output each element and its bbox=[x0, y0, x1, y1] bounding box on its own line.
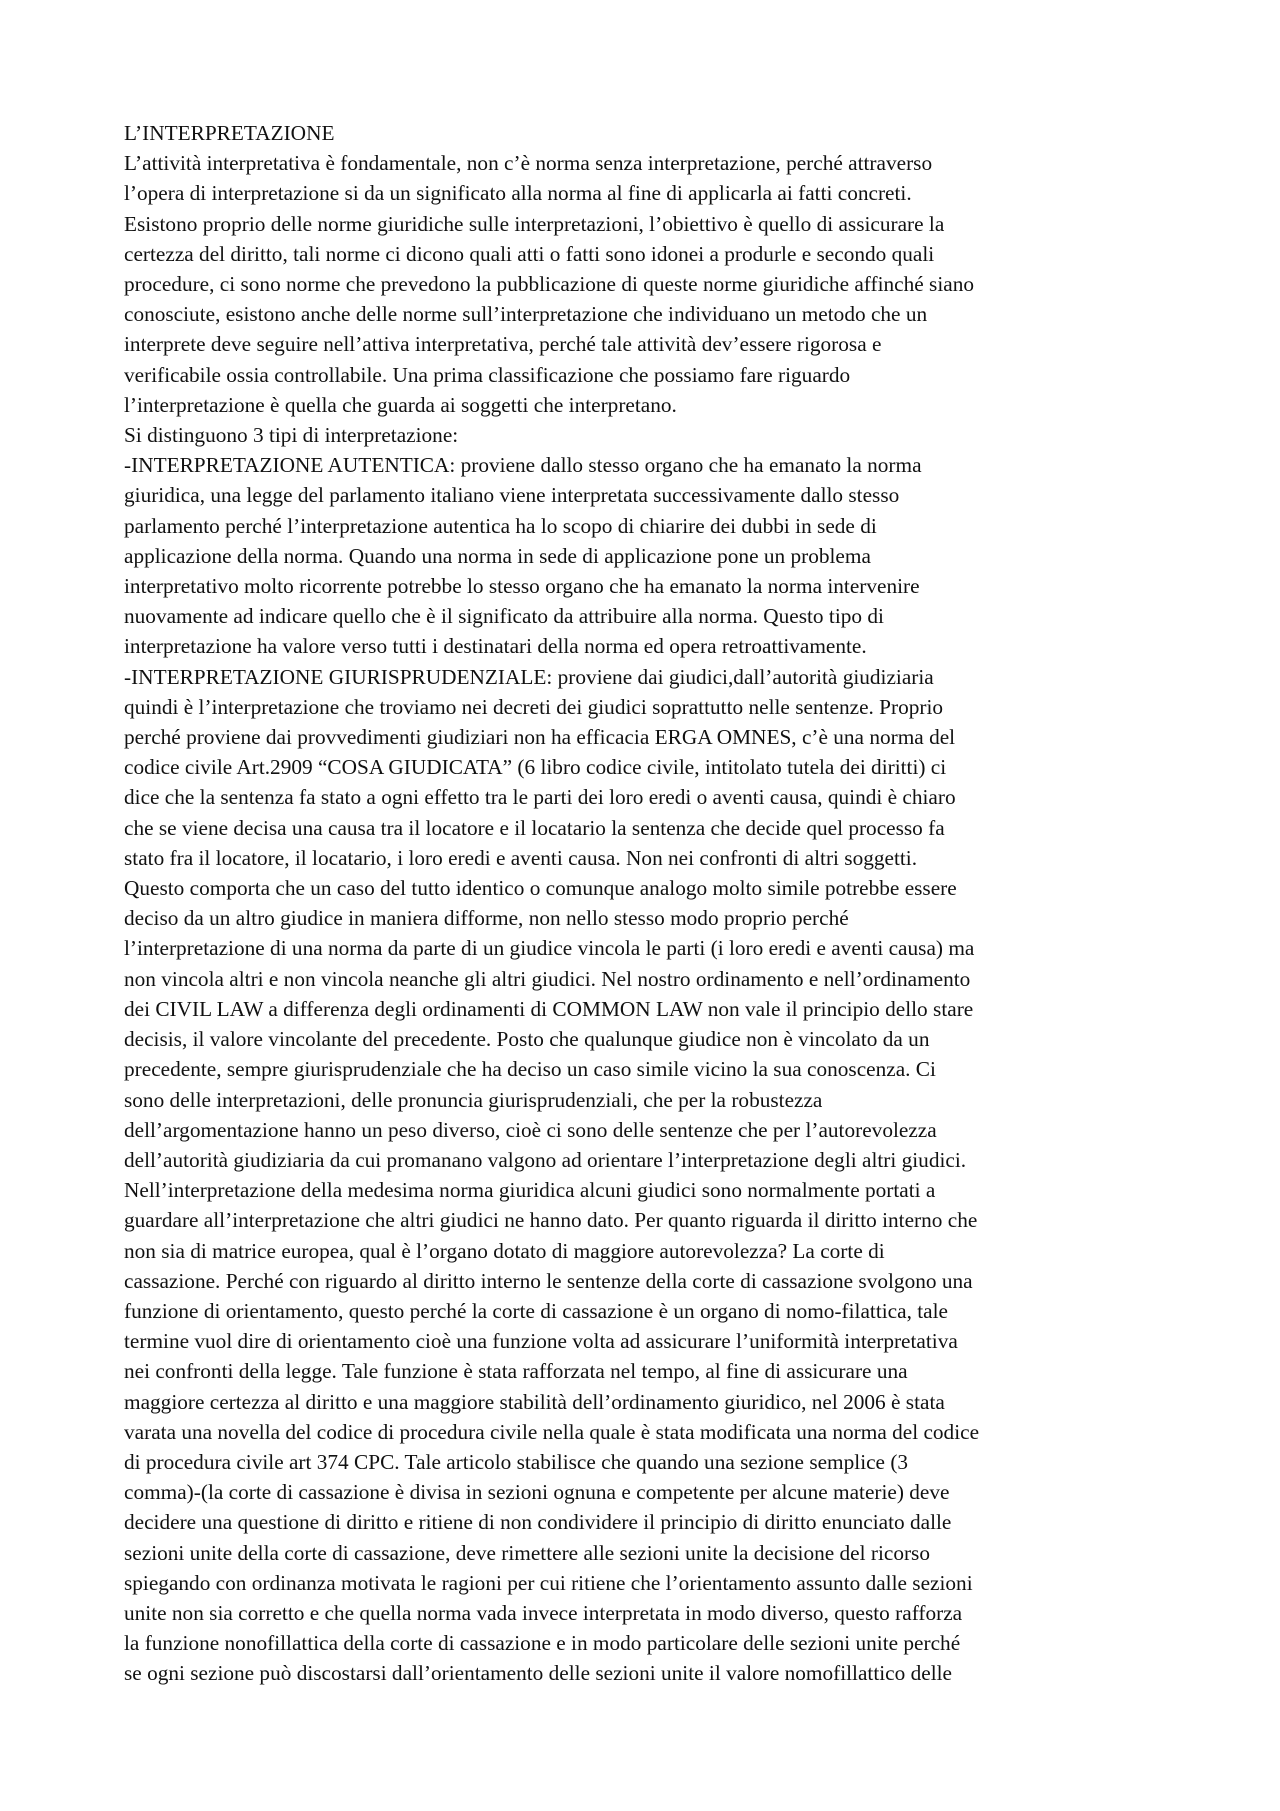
text-line: L’attività interpretativa è fondamentale, non c’è norma senza interpretazione, perché attraverso bbox=[124, 151, 933, 176]
text-line: codice civile Art.2909 “COSA GIUDICATA” (6 libro codice civile, intitolato tutela dei diritti) ci bbox=[124, 755, 947, 780]
text-line: unite non sia corretto e che quella norma vada invece interpretata in modo diverso, questo rafforza bbox=[124, 1600, 963, 1625]
text-line: comma)-(la corte di cassazione è divisa in sezioni ognuna e competente per alcune materie) deve bbox=[124, 1480, 950, 1505]
text-line: Questo comporta che un caso del tutto identico o comunque analogo molto simile potrebbe essere bbox=[124, 876, 957, 901]
text-line: interprete deve seguire nell’attiva interpretativa, perché tale attività dev’essere rigorosa e bbox=[124, 332, 882, 357]
text-line: -INTERPRETAZIONE GIURISPRUDENZIALE: proviene dai giudici,dall’autorità giudiziaria bbox=[124, 664, 934, 689]
text-line: Nell’interpretazione della medesima norma giuridica alcuni giudici sono normalmente portati a bbox=[124, 1178, 936, 1203]
text-line: giuridica, una legge del parlamento italiano viene interpretata successivamente dallo stesso bbox=[124, 483, 900, 508]
text-line: non vincola altri e non vincola neanche gli altri giudici. Nel nostro ordinamento e nell’ordinamento bbox=[124, 966, 971, 991]
text-line: certezza del diritto, tali norme ci dicono quali atti o fatti sono idonei a produrle e secondo quali bbox=[124, 241, 935, 266]
text-line: dei CIVIL LAW a differenza degli ordinamenti di COMMON LAW non vale il principio dello stare bbox=[124, 996, 974, 1021]
text-line: cassazione. Perché con riguardo al diritto interno le sentenze della corte di cassazione svolgono una bbox=[124, 1268, 973, 1293]
text-line: precedente, sempre giurisprudenziale che ha deciso un caso simile vicino la sua conoscenza. Ci bbox=[124, 1057, 936, 1082]
text-line: sezioni unite della corte di cassazione, deve rimettere alle sezioni unite la decisione del ricorso bbox=[124, 1540, 930, 1565]
text-line: dell’argomentazione hanno un peso diverso, cioè ci sono delle sentenze che per l’autorevolezza bbox=[124, 1117, 937, 1142]
text-line: verificabile ossia controllabile. Una prima classificazione che possiamo fare riguardo bbox=[124, 362, 851, 387]
text-line: deciso da un altro giudice in maniera difforme, non nello stesso modo proprio perché bbox=[124, 906, 849, 931]
text-line: dice che la sentenza fa stato a ogni effetto tra le parti dei loro eredi o aventi causa, quindi è chiaro bbox=[124, 785, 956, 810]
text-line: interpretazione ha valore verso tutti i destinatari della norma ed opera retroattivamente. bbox=[124, 634, 867, 659]
text-line: maggiore certezza al diritto e una maggiore stabilità dell’ordinamento giuridico, nel 2006 è stata bbox=[124, 1389, 945, 1414]
text-line: applicazione della norma. Quando una norma in sede di applicazione pone un problema bbox=[124, 543, 871, 568]
text-line: decidere una questione di diritto e ritiene di non condividere il principio di diritto enunciato dalle bbox=[124, 1510, 952, 1535]
text-line: Si distinguono 3 tipi di interpretazione: bbox=[124, 423, 459, 448]
text-line: conosciute, esistono anche delle norme sull’interpretazione che individuano un metodo che un bbox=[124, 302, 928, 327]
text-line: interpretativo molto ricorrente potrebbe lo stesso organo che ha emanato la norma intervenire bbox=[124, 574, 920, 599]
text-line: termine vuol dire di orientamento cioè una funzione volta ad assicurare l’uniformità interpretativa bbox=[124, 1329, 958, 1354]
text-line: sono delle interpretazioni, delle pronuncia giurisprudenziali, che per la robustezza bbox=[124, 1087, 823, 1112]
text-line: l’opera di interpretazione si da un significato alla norma al fine di applicarla ai fatti concreti. bbox=[124, 181, 912, 206]
text-line: funzione di orientamento, questo perché la corte di cassazione è un organo di nomo-filattica, tale bbox=[124, 1298, 948, 1323]
text-line: nuovamente ad indicare quello che è il significato da attribuire alla norma. Questo tipo di bbox=[124, 604, 884, 629]
text-line: spiegando con ordinanza motivata le ragioni per cui ritiene che l’orientamento assunto dalle sezioni bbox=[124, 1570, 973, 1595]
text-line: se ogni sezione può discostarsi dall’orientamento delle sezioni unite il valore nomofillattico delle bbox=[124, 1661, 952, 1686]
text-line: l’interpretazione di una norma da parte di un giudice vincola le parti (i loro eredi e aventi causa) ma bbox=[124, 936, 975, 961]
text-line: nei confronti della legge. Tale funzione è stata rafforzata nel tempo, al fine di assicurare una bbox=[124, 1359, 908, 1384]
text-line: l’interpretazione è quella che guarda ai soggetti che interpretano. bbox=[124, 392, 677, 417]
text-line: la funzione nonofillattica della corte di cassazione e in modo particolare delle sezioni unite perché bbox=[124, 1631, 961, 1656]
text-line: dell’autorità giudiziaria da cui promanano valgono ad orientare l’interpretazione degli altri giudici. bbox=[124, 1147, 967, 1172]
text-line: guardare all’interpretazione che altri giudici ne hanno dato. Per quanto riguarda il diritto interno che bbox=[124, 1208, 978, 1233]
document-title: L’INTERPRETAZIONE bbox=[124, 121, 335, 145]
document-page bbox=[124, 118, 1184, 1689]
text-line: quindi è l’interpretazione che troviamo nei decreti dei giudici soprattutto nelle sentenze. Proprio bbox=[124, 694, 944, 719]
text-line: stato fra il locatore, il locatario, i loro eredi e aventi causa. Non nei confronti di altri soggetti. bbox=[124, 845, 918, 870]
text-line: -INTERPRETAZIONE AUTENTICA: proviene dallo stesso organo che ha emanato la norma bbox=[124, 453, 922, 478]
text-line: decisis, il valore vincolante del precedente. Posto che qualunque giudice non è vincolato da un bbox=[124, 1027, 930, 1052]
text-line: che se viene decisa una causa tra il locatore e il locatario la sentenza che decide quel processo fa bbox=[124, 815, 945, 840]
text-line: di procedura civile art 374 CPC. Tale articolo stabilisce che quando una sezione semplice (3 bbox=[124, 1449, 909, 1474]
text-line: varata una novella del codice di procedura civile nella quale è stata modificata una norma del codice bbox=[124, 1419, 980, 1444]
text-line: non sia di matrice europea, qual è l’organo dotato di maggiore autorevolezza? La corte di bbox=[124, 1238, 885, 1263]
text-line: procedure, ci sono norme che prevedono la pubblicazione di queste norme giuridiche affinché siano bbox=[124, 272, 974, 297]
text-line: parlamento perché l’interpretazione autentica ha lo scopo di chiarire dei dubbi in sede di bbox=[124, 513, 877, 538]
text-line: perché proviene dai provvedimenti giudiziari non ha efficacia ERGA OMNES, c’è una norma del bbox=[124, 725, 956, 750]
text-line: Esistono proprio delle norme giuridiche sulle interpretazioni, l’obiettivo è quello di assicurare la bbox=[124, 211, 945, 236]
